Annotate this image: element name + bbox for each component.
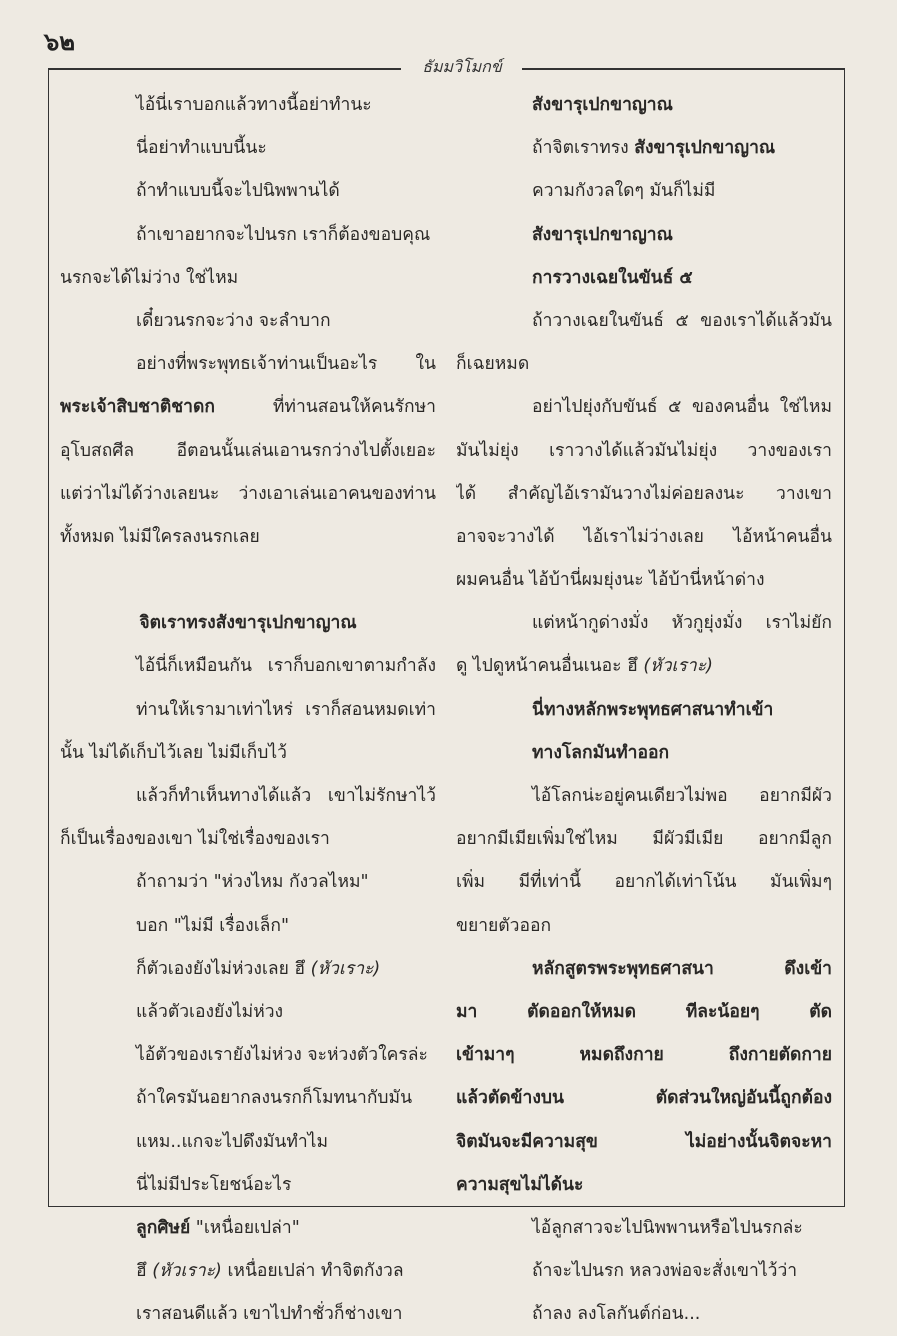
running-header: ธัมมวิโมกข์ — [422, 57, 502, 76]
text-line — [60, 559, 436, 602]
text-line: ท่านให้เรามาเท่าไหร่ เราก็สอนหมดเท่า — [136, 699, 436, 720]
text-line: แต่ว่าไม่ได้ว่างเลยนะ ว่างเอาเล่นเอาคนของท่าน — [60, 483, 436, 504]
text-line: นี่ทางหลักพระพุทธศาสนาทำเข้า — [532, 699, 774, 720]
text-line: อยากมีเมียเพิ่มใช่ไหม มีผัวมีเมีย อยากมีลูก — [456, 829, 832, 850]
text-line: ทั้งหมด ไม่มีใครลงนรกเลย — [60, 526, 260, 547]
bold-term: สังขารุเปกขาญาณ — [634, 138, 776, 159]
text-line: อาจจะวางได้ ไอ้เราไม่ว่างเลย ไอ้หน้าคนอื่น — [456, 526, 832, 547]
text-line: แล้วก็ทำเห็นทางได้แล้ว เขาไม่รักษาไว้ — [136, 786, 436, 806]
text-line: ถ้าจะไปนรก หลวงพ่อจะสั่งเขาไว้ว่า — [532, 1261, 798, 1282]
text-line: แหม..แกจะไปดึงมันทำไม — [136, 1131, 329, 1152]
text-line: นี่อย่าทำแบบนี้นะ — [136, 138, 267, 159]
text-line: ผมคนอื่น ไอ้บ้านี่ผมยุ่งนะ ไอ้บ้านี่หน้าด่าง — [456, 570, 765, 591]
text-line: ไอ้โลกน่ะอยู่คนเดียวไม่พอ อยากมีผัว — [532, 786, 832, 806]
text-line: ขยายตัวออก — [456, 915, 552, 936]
text-line: สังขารุเปกขาญาณ — [532, 224, 673, 245]
text-line: ก็เป็นเรื่องของเขา ไม่ใช่เรื่องของเรา — [60, 829, 330, 850]
text-line: ไอ้ลูกสาวจะไปนิพพานหรือไปนรกล่ะ — [532, 1217, 803, 1238]
laugh-note: (หัวเราะ) — [643, 656, 713, 677]
text-line: ถ้าลง ลงโลกันต์ก่อน... — [532, 1304, 701, 1325]
text-line: เดี๋ยวนรกจะว่าง จะลำบาก — [136, 310, 331, 331]
text-line: ความกังวลใดๆ มันก็ไม่มี — [532, 181, 716, 202]
text-line: ถ้าวางเฉยในขันธ์ ๕ ของเราได้แล้วมัน — [532, 310, 832, 331]
right-column — [456, 84, 832, 1336]
text-line: นั้น ไม่ได้เก็บไว้เลย ไม่มีเก็บไว้ — [60, 742, 288, 763]
text-line: ความสุขไม่ได้นะ — [456, 1174, 584, 1195]
text-line: ถ้าจิตเราทรง สังขารุเปกขาญาณ — [532, 138, 776, 159]
text-line: ถ้าใครมันอยากลงนรกก็โมทนากับมัน — [136, 1088, 413, 1109]
text-line: ฮึ (หัวเราะ) เหนื่อยเปล่า ทำจิตกังวล — [136, 1261, 404, 1282]
text-line: ดู ไปดูหน้าคนอื่นเนอะ ฮึ (หัวเราะ) — [456, 656, 713, 677]
text-line: อย่างที่พระพุทธเจ้าท่านเป็นอะไร ใน — [136, 354, 436, 375]
frame-top-right-rule — [522, 68, 844, 70]
text-line: พระเจ้าสิบชาติชาดก ที่ท่านสอนให้คนรักษา — [60, 397, 436, 418]
text-line: แล้วตัดข้างบน ตัดส่วนใหญ่อันนี้ถูกต้อง — [456, 1088, 832, 1109]
text-line: นรกจะได้ไม่ว่าง ใช่ไหม — [60, 267, 239, 288]
frame-top-left-rule — [49, 68, 401, 70]
left-column — [60, 84, 436, 1336]
text-line: อุโบสถศีล อีตอนนั้นเล่นเอานรกว่างไปตั้งเยอะ — [60, 440, 436, 461]
text-line: ได้ สำคัญไอ้เรามันวางไม่ค่อยลงนะ วางเขา — [456, 483, 832, 504]
text-line: เราสอนดีแล้ว เขาไปทำชั่วก็ช่างเขา — [136, 1304, 403, 1325]
text-line: มันไม่ยุ่ง เราวางได้แล้วมันไม่ยุ่ง วางของเรา — [456, 440, 832, 461]
text-line: ถ้าทำแบบนี้จะไปนิพพานได้ — [136, 181, 340, 202]
text-line: อย่าไปยุ่งกับขันธ์ ๕ ของคนอื่น ใช่ไหม — [532, 397, 832, 418]
text-line: จิตเราทรงสังขารุเปกขาญาณ — [139, 613, 357, 634]
text-line: จิตมันจะมีความสุข ไม่อย่างนั้นจิตจะหา — [456, 1131, 832, 1152]
text-line: ลูกศิษย์ "เหนื่อยเปล่า" — [136, 1217, 300, 1238]
text-line: ก็เฉยหมด — [456, 354, 530, 375]
text-line: ถ้าเขาอยากจะไปนรก เราก็ต้องขอบคุณ — [136, 224, 431, 245]
text-line: ก็ตัวเองยังไม่ห่วงเลย ฮึ (หัวเราะ) — [136, 958, 381, 979]
text-line: ทางโลกมันทำออก — [532, 742, 670, 763]
text-line: แล้วตัวเองยังไม่ห่วง — [136, 1001, 284, 1022]
laugh-note: (หัวเราะ) — [310, 958, 381, 979]
text-line: หลักสูตรพระพุทธศาสนา ดึงเข้า — [532, 958, 832, 979]
text-line: ไอ้นี่ก็เหมือนกัน เราก็บอกเขาตามกำลัง — [136, 656, 436, 677]
bold-term: ลูกศิษย์ — [136, 1217, 191, 1238]
page-number: ๖๒ — [44, 27, 76, 56]
text-line: ถ้าถามว่า "ห่วงไหม กังวลไหม" — [136, 872, 369, 893]
text-line: มา ตัดออกให้หมด ทีละน้อยๆ ตัด — [456, 1001, 832, 1022]
text-line: เข้ามาๆ หมดถึงกาย ถึงกายตัดกาย — [456, 1045, 832, 1066]
text-line: แต่หน้ากูด่างมั่ง หัวกูยุ่งมั่ง เราไม่ยัก — [532, 613, 832, 634]
laugh-note: (หัวเราะ) — [152, 1261, 222, 1282]
bold-term: พระเจ้าสิบชาติชาดก — [60, 397, 215, 418]
text-line: ไอ้นี่เราบอกแล้วทางนี้อย่าทำนะ — [136, 95, 372, 115]
text-line: บอก "ไม่มี เรื่องเล็ก" — [136, 915, 290, 936]
text-line: สังขารุเปกขาญาณ — [532, 95, 673, 115]
text-line: นี่ไม่มีประโยชน์อะไร — [136, 1174, 292, 1195]
text-line: เพิ่ม มีที่เท่านี้ อยากได้เท่าโน้น มันเพิ่มๆ — [456, 872, 832, 893]
text-line: การวางเฉยในขันธ์ ๕ — [532, 267, 693, 288]
text-line: ไอ้ตัวของเรายังไม่ห่วง จะห่วงตัวใครล่ะ — [136, 1045, 428, 1066]
